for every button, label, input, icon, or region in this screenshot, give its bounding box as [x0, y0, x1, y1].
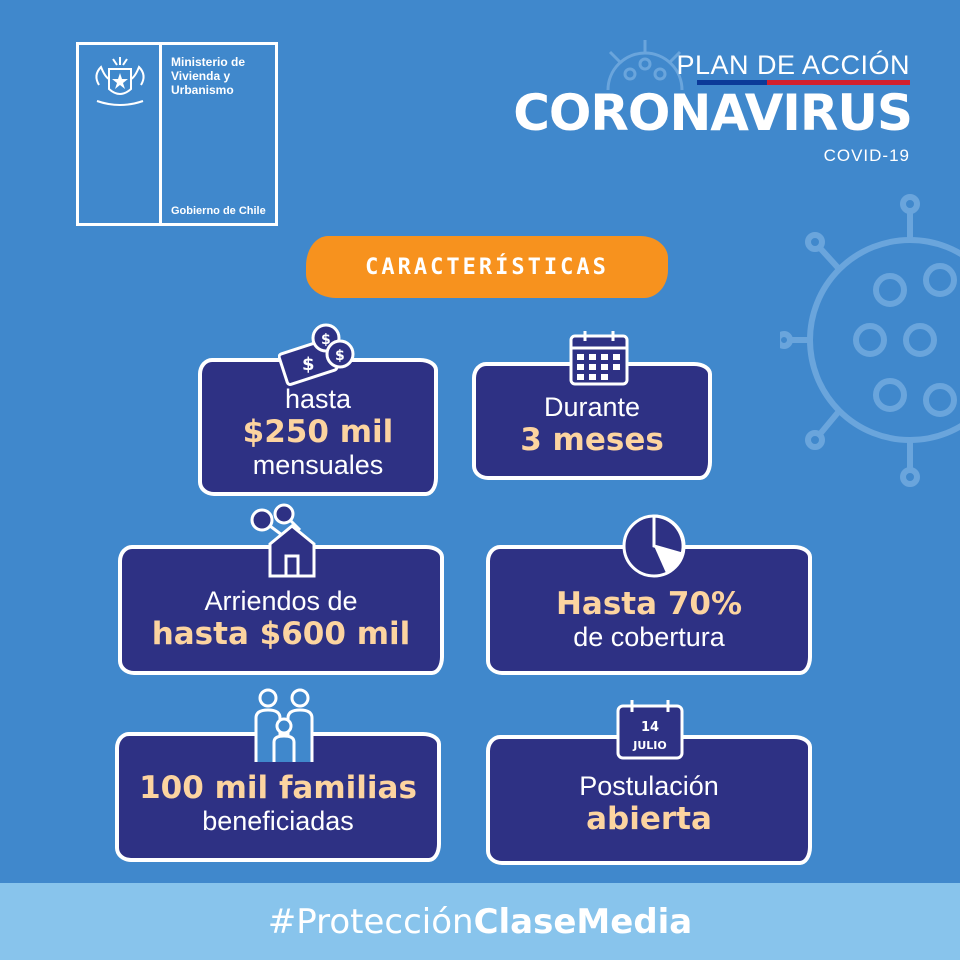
virus-icon: [780, 190, 960, 490]
card-highlight: $250 mil: [242, 414, 394, 450]
svg-text:$: $: [321, 332, 331, 348]
ministry-logo: [76, 42, 278, 226]
plan-label: PLAN DE ACCIÓN: [676, 50, 910, 80]
money-icon: [278, 318, 358, 388]
hashtag-prefix: #Protección: [267, 901, 474, 942]
pie-chart-icon: [620, 512, 688, 580]
hashtag-bold: ClaseMedia: [473, 901, 693, 942]
section-badge-label: CARACTERÍSTICAS: [365, 254, 609, 280]
logo-divider: [159, 45, 162, 223]
calendar-icon: [567, 330, 631, 388]
card-text: beneficiadas: [202, 806, 354, 836]
card-highlight: 3 meses: [520, 422, 664, 458]
card-text: mensuales: [252, 450, 384, 480]
section-badge: [306, 236, 668, 298]
house-keys-icon: [240, 500, 320, 580]
card-text: Arriendos de: [204, 586, 358, 616]
card-text: hasta: [284, 384, 352, 414]
card-highlight: 100 mil familias: [139, 770, 417, 806]
card-text: Durante: [543, 392, 641, 422]
card-highlight: hasta $600 mil: [151, 616, 411, 652]
calendar-day: 14: [640, 720, 660, 735]
family-icon: [250, 686, 320, 766]
coat-of-arms-icon: [87, 55, 153, 111]
government-label: Gobierno de Chile: [171, 205, 266, 217]
page-subtitle: COVID-19: [823, 146, 910, 165]
calendar-month: JULIO: [633, 739, 667, 752]
ministry-name: Ministerio de Vivienda y Urbanismo: [171, 55, 246, 97]
svg-text:$: $: [302, 354, 315, 375]
footer-bar: [0, 883, 960, 960]
card-text: Postulación: [579, 771, 719, 801]
svg-text:$: $: [335, 348, 345, 364]
card-text: de cobertura: [573, 622, 725, 652]
page-title: CORONAVIRUS: [513, 84, 912, 142]
card-highlight: Hasta 70%: [555, 586, 743, 622]
calendar-date-icon: [614, 698, 686, 762]
card-highlight: abierta: [586, 801, 712, 837]
